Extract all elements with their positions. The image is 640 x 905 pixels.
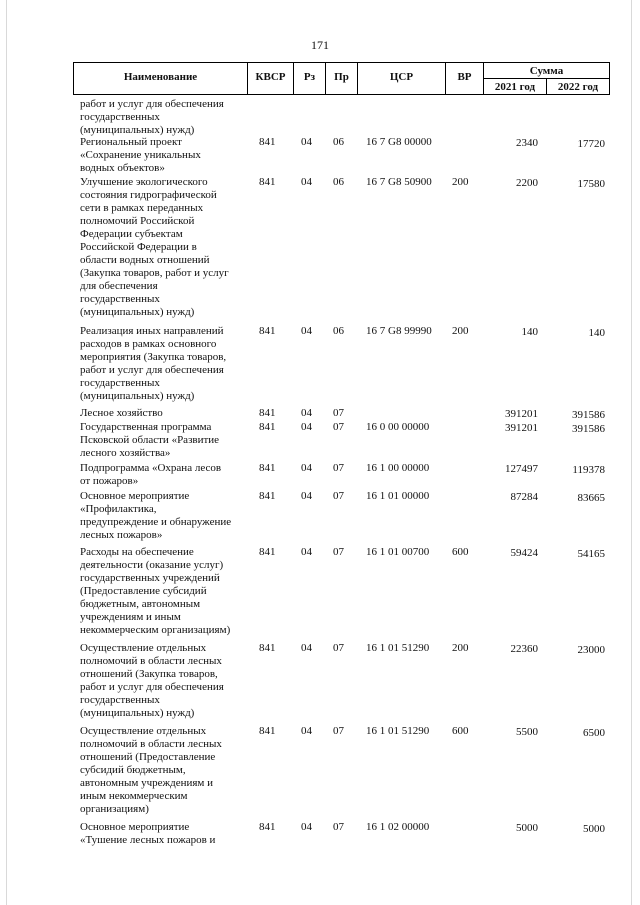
- row-2021: 391201: [505, 408, 538, 420]
- row-2022: 140: [588, 327, 605, 339]
- row-csr: 16 1 00 00000: [366, 462, 430, 474]
- row-rz: 04: [301, 821, 312, 833]
- header-rz: Рз: [303, 71, 316, 83]
- table-row: [0, 421, 640, 461]
- row-2022: 391586: [572, 409, 605, 421]
- row-rz: 04: [301, 642, 312, 654]
- row-2022: 6500: [583, 727, 605, 739]
- row-pr: 07: [333, 490, 344, 502]
- table-row: [0, 176, 640, 322]
- header-name: Наименование: [123, 71, 198, 83]
- row-rz: 04: [301, 462, 312, 474]
- table-row: [0, 725, 640, 819]
- row-2021: 2340: [516, 137, 538, 149]
- table-row: [0, 462, 640, 490]
- row-csr: 16 1 01 00000: [366, 490, 430, 502]
- page-number: 171: [311, 38, 329, 52]
- row-kvsr: 841: [259, 642, 276, 654]
- row-2021: 22360: [510, 643, 538, 655]
- row-kvsr: 841: [259, 546, 276, 558]
- row-2022: 17720: [577, 138, 605, 150]
- table-row: [0, 325, 640, 405]
- row-2021: 140: [521, 326, 538, 338]
- row-name: Реализация иных направлений расходов в рамках основного мероприятия (Закупка товаров, работ и услуг для обеспечения государственных (муниципальных) нужд): [80, 325, 227, 402]
- row-kvsr: 841: [259, 421, 276, 433]
- row-2021: 5500: [516, 726, 538, 738]
- row-csr: 16 1 02 00000: [366, 821, 430, 833]
- row-csr: 16 7 G8 50900: [366, 176, 432, 188]
- row-name: Улучшение экологического состояния гидрографической сети в рамках переданных полномочий Российской Федерации субъектам Российской Федерации в области водных отношений (Закупка товаров, работ и услуг для обеспечения государственных (муниципальных) нужд): [80, 176, 229, 318]
- header-2021: 2021 год: [494, 81, 536, 93]
- row-pr: 07: [333, 462, 344, 474]
- row-pr: 07: [333, 421, 344, 433]
- row-kvsr: 841: [259, 490, 276, 502]
- header-pr: Пр: [334, 71, 349, 83]
- row-kvsr: 841: [259, 325, 276, 337]
- row-pr: 07: [333, 642, 344, 654]
- table-row: [0, 98, 640, 134]
- header-2022: 2022 год: [557, 81, 599, 93]
- row-pr: 06: [333, 136, 344, 148]
- row-name: Основное мероприятие «Профилактика, предупреждение и обнаружение лесных пожаров»: [80, 490, 232, 541]
- row-kvsr: 841: [259, 176, 276, 188]
- row-kvsr: 841: [259, 462, 276, 474]
- row-name: Лесное хозяйство: [80, 407, 163, 419]
- row-name: Подпрограмма «Охрана лесов от пожаров»: [80, 462, 222, 487]
- table-row: [0, 407, 640, 421]
- row-csr: 16 0 00 00000: [366, 421, 430, 433]
- header-rule-bottom: [73, 94, 609, 95]
- header-csr: ЦСР: [389, 71, 414, 83]
- row-pr: 06: [333, 325, 344, 337]
- row-name: Осуществление отдельных полномочий в области лесных отношений (Закупка товаров, работ и услуг для обеспечения государственных (муниципальных) нужд): [80, 642, 224, 719]
- row-csr: 16 1 01 51290: [366, 642, 430, 654]
- row-name: Осуществление отдельных полномочий в области лесных отношений (Предоставление субсидий бюджетным, автономным учреждениям и иным некоммерческим организациям): [80, 725, 222, 815]
- row-2021: 391201: [505, 422, 538, 434]
- row-name: работ и услуг для обеспечения государственных (муниципальных) нужд): [80, 98, 224, 136]
- header-vr: ВР: [457, 71, 472, 83]
- row-2022: 54165: [577, 548, 605, 560]
- row-2021: 59424: [510, 547, 538, 559]
- table-row: [0, 546, 640, 640]
- row-csr: 16 7 G8 99990: [366, 325, 432, 337]
- row-rz: 04: [301, 176, 312, 188]
- row-vr: 200: [452, 642, 469, 654]
- row-pr: 07: [333, 821, 344, 833]
- row-pr: 07: [333, 407, 344, 419]
- row-2021: 127497: [505, 463, 538, 475]
- row-2022: 119378: [572, 464, 605, 476]
- row-name: Региональный проект «Сохранение уникальных водных объектов»: [80, 136, 201, 174]
- row-vr: 200: [452, 325, 469, 337]
- row-kvsr: 841: [259, 407, 276, 419]
- table-row: [0, 490, 640, 544]
- table-row: [0, 642, 640, 722]
- header-divider: [609, 62, 610, 95]
- row-rz: 04: [301, 407, 312, 419]
- row-rz: 04: [301, 136, 312, 148]
- row-name: Основное мероприятие «Тушение лесных пожаров и: [80, 821, 216, 846]
- row-name: Расходы на обеспечение деятельности (оказание услуг) государственных учреждений (Предоставление субсидий бюджетным, автономным учреждениям и иным некоммерческим организациям): [80, 546, 231, 636]
- row-rz: 04: [301, 421, 312, 433]
- row-2022: 391586: [572, 423, 605, 435]
- row-vr: 600: [452, 546, 469, 558]
- row-pr: 06: [333, 176, 344, 188]
- row-kvsr: 841: [259, 821, 276, 833]
- row-2022: 83665: [577, 492, 605, 504]
- row-pr: 07: [333, 725, 344, 737]
- row-kvsr: 841: [259, 725, 276, 737]
- row-name: Государственная программа Псковской области «Развитие лесного хозяйства»: [80, 421, 220, 459]
- row-csr: 16 1 01 51290: [366, 725, 430, 737]
- header-sum: Сумма: [529, 65, 564, 77]
- row-pr: 07: [333, 546, 344, 558]
- row-vr: 200: [452, 176, 469, 188]
- table-row: [0, 821, 640, 849]
- row-rz: 04: [301, 725, 312, 737]
- row-2022: 5000: [583, 823, 605, 835]
- header-kvsr: КВСР: [255, 71, 286, 83]
- row-2021: 2200: [516, 177, 538, 189]
- row-2022: 23000: [577, 644, 605, 656]
- row-2021: 87284: [510, 491, 538, 503]
- row-2022: 17580: [577, 178, 605, 190]
- row-2021: 5000: [516, 822, 538, 834]
- row-vr: 600: [452, 725, 469, 737]
- row-csr: 16 1 01 00700: [366, 546, 430, 558]
- header-rule-top: [73, 62, 609, 63]
- table-row: [0, 136, 640, 176]
- row-rz: 04: [301, 490, 312, 502]
- row-kvsr: 841: [259, 136, 276, 148]
- row-rz: 04: [301, 325, 312, 337]
- row-rz: 04: [301, 546, 312, 558]
- row-csr: 16 7 G8 00000: [366, 136, 432, 148]
